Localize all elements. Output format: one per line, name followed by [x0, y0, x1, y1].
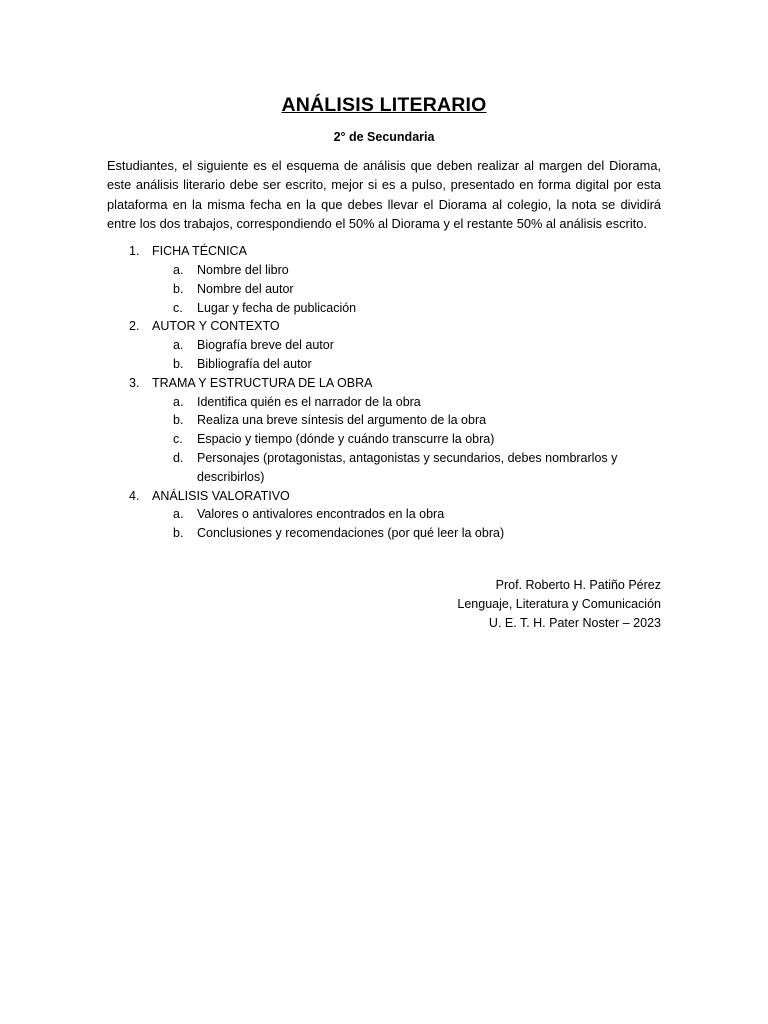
section-items — [152, 336, 661, 374]
item-letter: a. — [173, 262, 184, 277]
item-letter: b. — [173, 356, 184, 371]
list-item — [152, 393, 661, 412]
signature-block — [107, 576, 661, 632]
document-subtitle: 2° de Secundaria — [333, 130, 435, 144]
signature-institution: U. E. T. H. Pater Noster – 2023 — [488, 615, 661, 630]
list-item — [152, 355, 661, 374]
section-number: 2. — [129, 319, 140, 334]
item-text: Bibliografía del autor — [197, 356, 312, 371]
item-text: Identifica quién es el narrador de la obra — [197, 394, 421, 409]
section-number: 4. — [129, 488, 140, 503]
section-number: 1. — [129, 244, 140, 259]
item-text: Espacio y tiempo (dónde y cuándo transcurre la obra) — [197, 432, 495, 447]
item-text: Realiza una breve síntesis del argumento de la obra — [197, 413, 487, 428]
item-text: Valores o antivalores encontrados en la obra — [197, 507, 445, 522]
list-item — [152, 430, 661, 449]
list-item — [152, 261, 661, 280]
item-letter: c. — [173, 300, 183, 315]
item-letter: b. — [173, 526, 184, 541]
section-heading: AUTOR Y CONTEXTO — [152, 319, 280, 334]
outline-section — [107, 317, 661, 373]
signature-name: Prof. Roberto H. Patiño Pérez — [495, 577, 661, 592]
list-item — [152, 280, 661, 299]
intro-paragraph: Estudiantes, el siguiente es el esquema de análisis que deben realizar al margen del Diorama, este análisis literario debe ser escrito, mejor si es a pulso, presentado en forma digital por esta plataforma en la misma fecha en la que debes llevar el Diorama al colegio, la nota se dividirá entre los dos trabajos, correspondiendo el 50% al Diorama y el restante 50% al análisis escrito. — [107, 158, 661, 231]
outline-section — [107, 487, 661, 543]
section-items — [152, 393, 661, 487]
item-text: Personajes (protagonistas, antagonistas y secundarios, debes nombrarlos y describirlos) — [197, 450, 618, 484]
item-text: Nombre del autor — [197, 281, 294, 296]
list-item — [152, 411, 661, 430]
item-letter: b. — [173, 413, 184, 428]
section-items — [152, 505, 661, 543]
section-heading: TRAMA Y ESTRUCTURA DE LA OBRA — [152, 375, 373, 390]
list-item — [152, 336, 661, 355]
section-items — [152, 261, 661, 317]
item-text: Nombre del libro — [197, 262, 289, 277]
item-letter: a. — [173, 507, 184, 522]
list-item — [152, 505, 661, 524]
item-letter: b. — [173, 281, 184, 296]
section-number: 3. — [129, 375, 140, 390]
item-text: Lugar y fecha de publicación — [197, 300, 357, 315]
item-text: Biografía breve del autor — [197, 338, 334, 353]
item-letter: c. — [173, 432, 183, 447]
item-letter: a. — [173, 394, 184, 409]
analysis-outline — [107, 242, 661, 543]
document-title: ANÁLISIS LITERARIO — [281, 94, 487, 116]
outline-section — [107, 242, 661, 317]
item-letter: a. — [173, 338, 184, 353]
section-heading: FICHA TÉCNICA — [152, 244, 247, 259]
list-item — [152, 299, 661, 318]
signature-department: Lenguaje, Literatura y Comunicación — [457, 596, 661, 611]
item-letter: d. — [173, 450, 184, 465]
outline-section — [107, 374, 661, 487]
item-text: Conclusiones y recomendaciones (por qué leer la obra) — [197, 526, 505, 541]
section-heading: ANÁLISIS VALORATIVO — [152, 488, 290, 503]
list-item — [152, 524, 661, 543]
list-item — [152, 449, 661, 487]
